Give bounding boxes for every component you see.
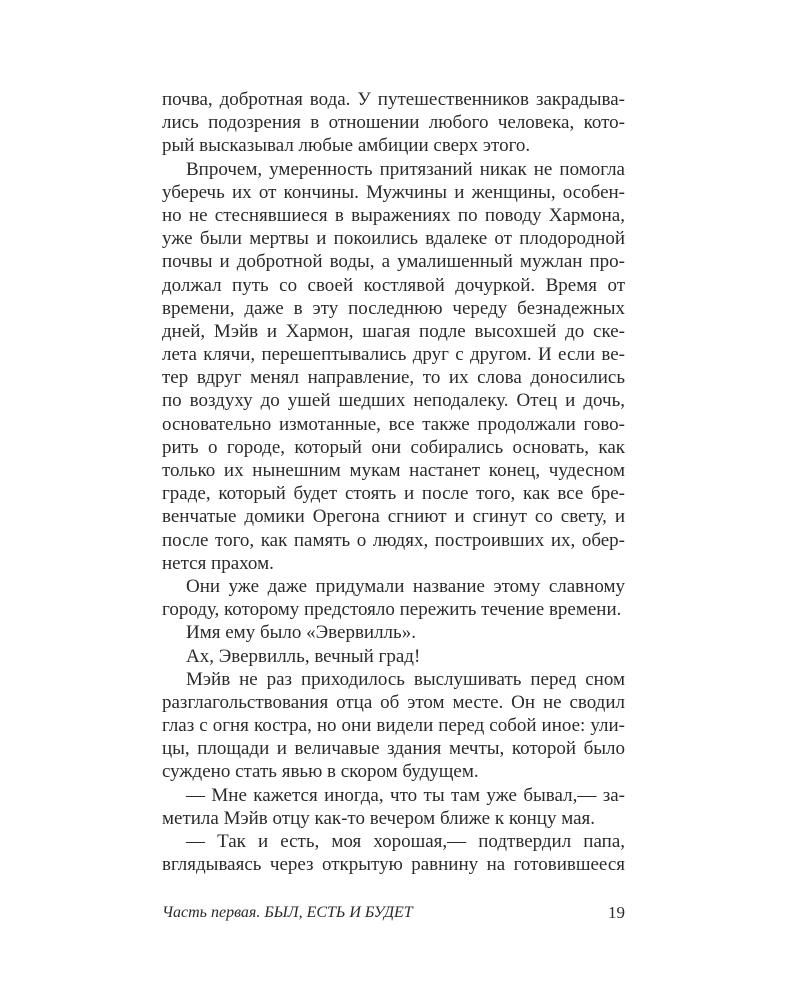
text-line: цы, площади и величавые здания мечты, которой было [162, 738, 625, 760]
text-line: дней, Мэйв и Хармон, шагая подле высохшей до ске- [162, 320, 625, 342]
text-line: — Мне кажется иногда, что ты там уже бывал,— за- [186, 784, 625, 806]
text-line: нется прахом. [162, 552, 274, 574]
paragraph [162, 575, 625, 621]
text-line: тер вдруг менял направление, то их слова доносились [162, 367, 625, 389]
text-line: основательно измотанные, все также продолжали гово- [162, 413, 625, 435]
body-text [162, 88, 625, 876]
text-line: метила Мэйв отцу как-то вечером ближе к концу мая. [162, 807, 596, 829]
page-number: 19 [608, 903, 625, 922]
text-line: Впрочем, умеренность притязаний никак не помогла [186, 158, 625, 180]
text-line: Мэйв не раз приходилось выслушивать перед сном [186, 668, 625, 690]
text-line: времени, даже в эту последнюю череду безнадежных [162, 297, 625, 319]
paragraph [162, 158, 625, 575]
text-line: суждено стать явью в скором будущем. [162, 761, 479, 783]
text-line: почвы и добротной воды, а умалишенный мужлан про- [162, 251, 625, 273]
text-line: рить о городе, который они собирались основать, как [162, 436, 625, 458]
page-footer [162, 902, 625, 928]
paragraph [162, 668, 625, 784]
text-line: разглагольствования отца об этом месте. Он не сводил [162, 691, 625, 713]
text-line: должал путь со своей костлявой дочуркой. Время от [162, 274, 625, 296]
paragraph [162, 830, 625, 876]
text-line: уже были мертвы и покоились вдалеке от плодородной [162, 228, 625, 250]
text-line: вглядываясь через открытую равнину на готовившееся [162, 854, 625, 876]
paragraph [162, 88, 625, 158]
text-line: но не стеснявшиеся в выражениях по поводу Хармона, [162, 204, 625, 226]
text-line: после того, как память о людях, построивших их, обер- [162, 529, 625, 551]
text-line: по воздуху до ушей шедших неподалеку. Отец и дочь, [162, 390, 625, 412]
text-line: почва, добротная вода. У путешественников закрадыва- [162, 89, 625, 110]
text-line: глаз с огня костра, но они видели перед собой иное: ули- [162, 715, 625, 737]
running-head: Часть первая. БЫЛ, ЕСТЬ И БУДЕТ [162, 904, 413, 921]
text-line: венчатые домики Орегона сгниют и сгинут со свету, и [162, 506, 625, 528]
text-line: Они уже даже придумали название этому славному [186, 575, 625, 597]
text-line: только их нынешним мукам настанет конец, чудесном [162, 460, 625, 481]
paragraph [162, 621, 625, 644]
text-line: граде, который будет стоять и после того, как все бре- [162, 483, 625, 505]
text-line: лета клячи, перешептывались друг с другом. И если ве- [162, 344, 625, 366]
text-line: — Так и есть, моя хорошая,— подтвердил папа, [186, 831, 625, 852]
text-line: Имя ему было «Эвервилль». [186, 622, 416, 644]
paragraph [162, 784, 625, 830]
text-line: городу, которому предстояло пережить течение времени. [162, 599, 622, 621]
text-line: рый высказывал любые амбиции сверх этого. [162, 135, 531, 157]
paragraph [162, 645, 625, 668]
text-line: Ах, Эвервилль, вечный град! [186, 645, 421, 667]
text-line: лись подозрения в отношении любого человека, кото- [162, 112, 625, 134]
text-line: уберечь их от кончины. Мужчины и женщины, особен- [162, 181, 625, 203]
